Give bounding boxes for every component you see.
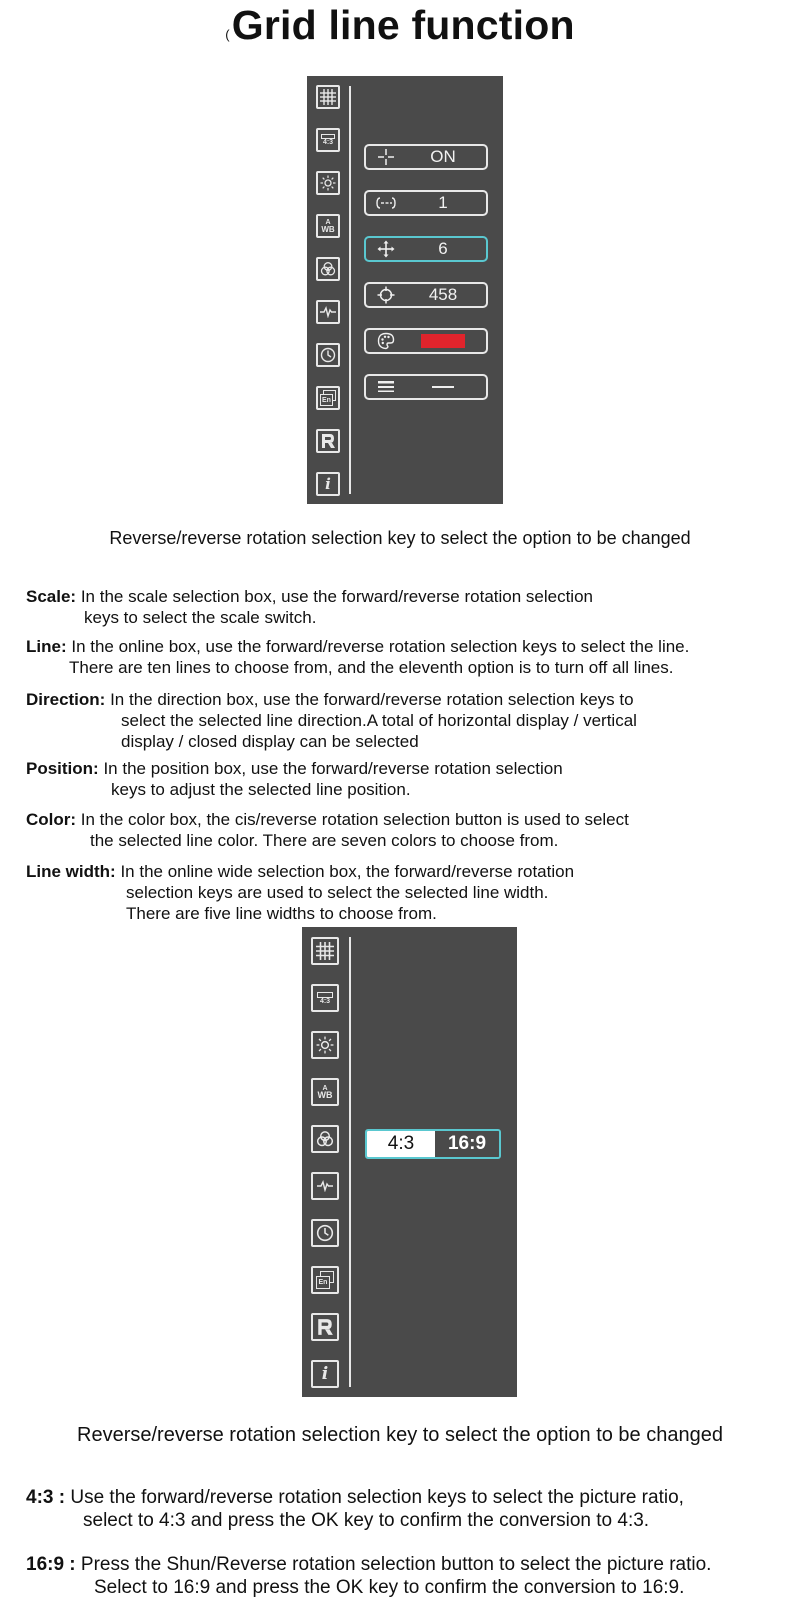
language-icon[interactable] <box>316 386 340 410</box>
line-width-option[interactable] <box>364 374 488 400</box>
menu-divider <box>349 86 351 494</box>
ratio-term: 4:3 : <box>26 1487 66 1508</box>
reset-icon[interactable] <box>311 1313 339 1341</box>
desc-line: keys to adjust the selected line position. <box>111 780 411 799</box>
ratio-option-16-9[interactable]: 16:9 <box>435 1131 499 1157</box>
direction-value: 6 <box>438 239 448 258</box>
wb-top-label: A <box>325 219 331 226</box>
line-icon <box>376 194 396 212</box>
desc-line: In the online wide selection box, the forward/reverse rotation <box>120 862 575 881</box>
lang-icon-label: En <box>318 1279 328 1286</box>
color-option[interactable] <box>364 328 488 354</box>
clock-icon[interactable] <box>311 1219 339 1247</box>
picture-ratio-selector[interactable] <box>365 1129 501 1159</box>
desc-term: Position: <box>26 759 99 778</box>
ratio-desc-line: Select to 16:9 and press the OK key to confirm the conversion to 16:9. <box>94 1577 685 1598</box>
line-width-icon <box>376 378 396 396</box>
aspect-icon-label: 4:3 <box>322 139 334 146</box>
aspect-icon-label: 4:3 <box>319 997 331 1005</box>
aspect-ratio-icon[interactable] <box>316 128 340 152</box>
position-icon <box>376 286 396 304</box>
desc-line: keys to select the scale switch. <box>84 608 317 627</box>
page-title <box>0 2 800 49</box>
line-value: 1 <box>438 193 448 212</box>
desc-line: the selected line color. There are seven colors to choose from. <box>90 831 559 850</box>
desc-color <box>26 809 629 851</box>
info-icon[interactable] <box>311 1360 339 1388</box>
info-icon-label: i <box>325 474 331 493</box>
desc-line: There are five line widths to choose from. <box>126 904 437 923</box>
position-value: 458 <box>428 285 458 304</box>
scale-icon <box>376 148 396 166</box>
desc-direction <box>26 689 637 752</box>
caption-1: Reverse/reverse rotation selection key to select the option to be changed <box>109 528 691 548</box>
desc-line: In the position box, use the forward/reverse rotation selection <box>103 759 563 778</box>
title-prefix: ( <box>225 27 230 42</box>
color-icon[interactable] <box>316 257 340 281</box>
desc-line: selection keys are used to select the selected line width. <box>126 883 549 902</box>
brightness-icon[interactable] <box>316 171 340 195</box>
pulse-icon[interactable] <box>311 1172 339 1200</box>
info-icon-label: i <box>321 1363 329 1384</box>
grid-line-menu-panel <box>307 76 503 504</box>
white-balance-icon[interactable] <box>311 1078 339 1106</box>
desc-term: Line: <box>26 637 67 656</box>
ratio-desc-16-9 <box>26 1553 711 1599</box>
position-option[interactable] <box>364 282 488 308</box>
white-balance-icon[interactable] <box>316 214 340 238</box>
info-icon[interactable] <box>316 472 340 496</box>
ratio-desc-line: Use the forward/reverse rotation selection keys to select the picture ratio, <box>70 1487 684 1508</box>
menu-divider <box>349 937 351 1387</box>
ratio-term: 16:9 : <box>26 1554 76 1575</box>
desc-line: In the online box, use the forward/reverse rotation selection keys to select the line. <box>71 637 690 656</box>
direction-option[interactable] <box>364 236 488 262</box>
reset-icon[interactable] <box>316 429 340 453</box>
line-option[interactable] <box>364 190 488 216</box>
desc-line <box>26 636 689 678</box>
desc-line-width <box>26 861 574 924</box>
grid-icon[interactable] <box>311 937 339 965</box>
desc-term: Line width: <box>26 862 116 881</box>
caption-2: Reverse/reverse rotation selection key to select the option to be changed <box>77 1424 723 1446</box>
ratio-desc-line: Press the Shun/Reverse rotation selection button to select the picture ratio. <box>80 1554 712 1575</box>
clock-icon[interactable] <box>316 343 340 367</box>
aspect-ratio-icon[interactable] <box>311 984 339 1012</box>
palette-icon <box>376 332 396 350</box>
picture-ratio-menu-panel <box>302 927 517 1397</box>
brightness-icon[interactable] <box>311 1031 339 1059</box>
scale-option[interactable] <box>364 144 488 170</box>
line-color-swatch <box>421 334 465 348</box>
grid-icon[interactable] <box>316 85 340 109</box>
scale-value: ON <box>430 147 456 166</box>
lang-icon-label: En <box>322 396 331 404</box>
desc-term: Color: <box>26 810 77 829</box>
wb-bottom-label: WB <box>321 225 335 234</box>
desc-line: display / closed display can be selected <box>121 732 419 751</box>
desc-scale <box>26 586 593 628</box>
ratio-desc-line: select to 4:3 and press the OK key to confirm the conversion to 4:3. <box>83 1510 650 1531</box>
wb-top-label: A <box>322 1085 328 1092</box>
desc-line: In the scale selection box, use the forward/reverse rotation selection <box>80 587 593 606</box>
desc-line: In the direction box, use the forward/reverse rotation selection keys to <box>110 690 634 709</box>
desc-term: Direction: <box>26 690 106 709</box>
title-text: Grid line function <box>231 2 575 48</box>
desc-line: In the color box, the cis/reverse rotation selection button is used to select <box>80 810 629 829</box>
desc-line: select the selected line direction.A total of horizontal display / vertical <box>121 711 637 730</box>
desc-term: Scale: <box>26 587 77 606</box>
desc-line: There are ten lines to choose from, and the eleventh option is to turn off all lines. <box>69 658 674 677</box>
desc-position <box>26 758 563 800</box>
ratio-option-4-3[interactable]: 4:3 <box>367 1131 435 1157</box>
language-icon[interactable] <box>311 1266 339 1294</box>
line-width-value-indicator <box>432 386 454 388</box>
ratio-desc-4-3 <box>26 1486 684 1532</box>
wb-bottom-label: WB <box>317 1090 333 1100</box>
pulse-icon[interactable] <box>316 300 340 324</box>
color-icon[interactable] <box>311 1125 339 1153</box>
direction-icon <box>376 240 396 258</box>
